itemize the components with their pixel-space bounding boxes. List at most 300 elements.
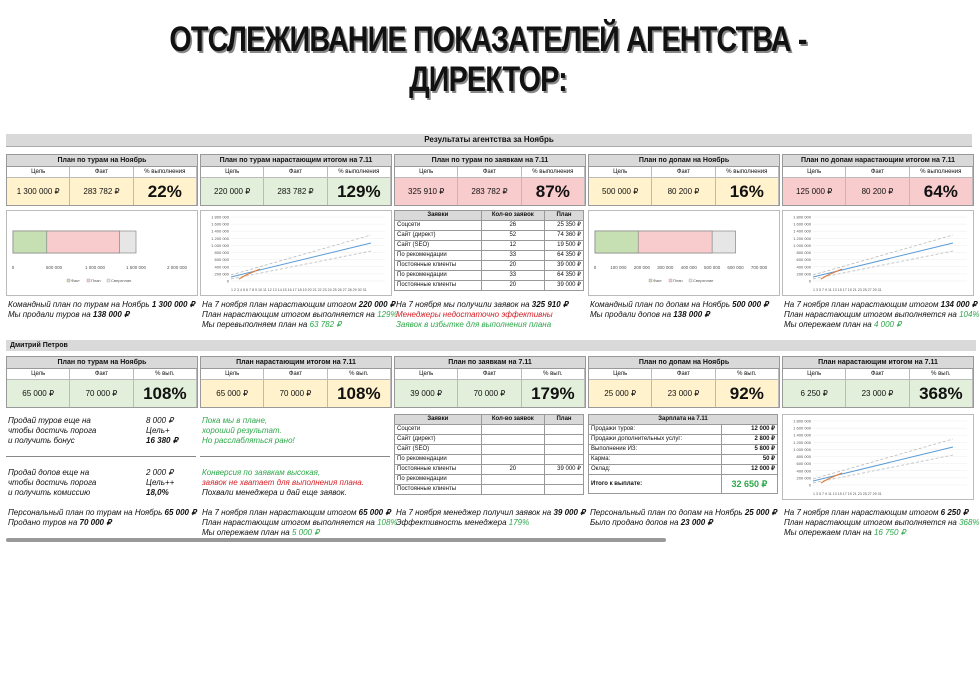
table-cell: 26	[481, 221, 544, 231]
note-fragment: 65 000 ₽	[358, 508, 391, 517]
goal-label: Цель	[589, 369, 652, 379]
kpi-percent: 108%	[134, 380, 197, 407]
kpi-percent: 179%	[522, 380, 585, 407]
note-fragment: Мы перевыполняем план на	[202, 320, 310, 329]
table-cell: 33	[481, 251, 544, 261]
tours-cumulative-chart	[200, 210, 392, 296]
note-fragment: На 7 ноября план нарастающим итогом	[784, 300, 941, 309]
goal-label: Цель	[7, 167, 70, 177]
advice-conversion	[202, 468, 364, 498]
x-tick-label: 700 000	[750, 265, 768, 270]
salary-value: 2 800 ₽	[721, 435, 777, 445]
table-cell	[545, 475, 584, 485]
note-fragment: Мы опережаем план на	[784, 320, 874, 329]
table-header-row	[395, 415, 584, 425]
y-tick-label: 1 800 000	[793, 214, 811, 220]
y-tick-label: 1 200 000	[793, 235, 811, 241]
pct-label: % выполнения	[522, 167, 585, 177]
y-tick-label: 800 000	[214, 250, 229, 256]
kpi-fact: 23 000 ₽	[846, 380, 909, 407]
table-row	[395, 241, 584, 251]
table-cell	[545, 455, 584, 465]
table-row	[395, 281, 584, 291]
salary-row	[589, 445, 778, 455]
pct-label: % выполнения	[134, 167, 197, 177]
addon-bonus-value: 2 000 ₽	[146, 468, 174, 477]
x-tick-label: 0	[593, 265, 597, 270]
advice-line: заявок не хватает для выполнения плана.	[202, 478, 364, 487]
goal-label: Цель	[201, 167, 264, 177]
y-tick-label: 0	[808, 278, 811, 284]
kpi-goal: 500 000 ₽	[589, 178, 652, 205]
dashboard-sheet	[6, 134, 980, 546]
kpi-card	[200, 356, 392, 408]
page-title: ОТСЛЕЖИВАНИЕ ПОКАЗАТЕЛЕЙ АГЕНТСТВА - ДИРЕКТОР:	[169, 20, 807, 99]
kpi-goal: 220 000 ₽	[201, 178, 264, 205]
table-cell: Сайт (директ)	[395, 231, 482, 241]
salary-table	[588, 414, 778, 494]
x-tick-label: 500 000	[45, 265, 63, 270]
column-header: План	[545, 415, 584, 425]
note-fragment: На 7 ноября менеджер получил заявок на	[396, 508, 554, 517]
addons-cumulative-chart	[782, 210, 974, 296]
column-header: Заявки	[395, 415, 482, 425]
table-cell: 33	[481, 271, 544, 281]
note-fragment: Менеджеры недостаточно эффективны	[396, 310, 553, 319]
legend-swatch	[649, 279, 652, 282]
table-row	[395, 271, 584, 281]
table-cell	[481, 485, 544, 495]
table-cell	[481, 425, 544, 435]
x-tick-label: 500 000	[704, 265, 721, 270]
note-fragment: 500 000 ₽	[732, 300, 769, 309]
fact-label: Факт	[846, 369, 909, 379]
x-axis-labels: 1 2 3 4 5 6 7 8 9 10 11 12 13 14 15 16 17 18 19 20 21 22 23 24 25 26 27 28 29 30 31	[231, 288, 367, 292]
x-axis-labels: 1 3 5 7 9 11 13 15 17 19 21 23 25 27 29 31	[813, 492, 882, 496]
kpi-values	[589, 178, 779, 205]
kpi-title: План нарастающим итогом на 7.11	[783, 357, 973, 369]
legend-label: Сверхплан	[693, 278, 714, 283]
y-tick-label: 1 200 000	[211, 235, 229, 241]
legend-swatch	[67, 279, 70, 282]
kpi-percent: 108%	[328, 380, 391, 407]
salary-value: 12 000 ₽	[721, 425, 777, 435]
summary-note	[202, 300, 398, 330]
pct-label: % вып.	[522, 369, 585, 379]
fact-label: Факт	[264, 369, 327, 379]
kpi-title: План по допам на Ноябрь	[589, 357, 779, 369]
note-fragment: Эффективность менеджера	[396, 518, 509, 527]
kpi-title: План по допам на Ноябрь	[589, 155, 779, 167]
divider	[200, 456, 390, 457]
note-fragment: Мы продали допов на	[590, 310, 674, 319]
summary-note	[202, 508, 398, 538]
goal-label: Цель	[783, 167, 846, 177]
kpi-values	[395, 178, 585, 205]
kpi-percent: 22%	[134, 178, 197, 205]
pct-label: % вып.	[716, 369, 779, 379]
salary-title: Зарплата на 7.11	[589, 415, 778, 425]
table-cell	[545, 425, 584, 435]
table-row	[395, 475, 584, 485]
y-tick-label: 800 000	[796, 454, 811, 460]
pct-label: % вып.	[134, 369, 197, 379]
x-tick-label: 2 000 000	[166, 265, 188, 270]
note-fragment: 4 000 ₽	[873, 320, 902, 329]
note-fragment: На 7 ноября мы получили заявок на	[396, 300, 532, 309]
x-tick-label: 200 000	[633, 265, 650, 270]
table-cell	[545, 435, 584, 445]
pct-label: % вып.	[910, 369, 973, 379]
kpi-goal: 65 000 ₽	[201, 380, 264, 407]
note-fragment: Заявок в избытке для выполнения плана	[396, 320, 552, 329]
addon-bonus-label: чтобы достичь порога	[8, 478, 97, 487]
kpi-fact: 70 000 ₽	[70, 380, 133, 407]
summary-note	[396, 300, 582, 330]
note-fragment: План нарастающим итогом выполняется на	[784, 310, 960, 319]
table-row	[395, 231, 584, 241]
kpi-percent: 129%	[328, 178, 391, 205]
kpi-fact: 70 000 ₽	[264, 380, 327, 407]
kpi-title: План по турам на Ноябрь	[7, 357, 197, 369]
table-cell	[481, 455, 544, 465]
table-cell	[545, 445, 584, 455]
kpi-values	[201, 178, 391, 205]
fact-label: Факт	[652, 369, 715, 379]
note-fragment: 108%	[377, 518, 398, 527]
salary-row	[589, 425, 778, 435]
kpi-subheader	[201, 369, 391, 380]
table-cell: 20	[481, 261, 544, 271]
advice-line: Конверсия по заявкам высокая,	[202, 468, 321, 477]
table-cell: 39 000 ₽	[545, 261, 584, 271]
sheet-title: Результаты агентства за Ноябрь	[6, 134, 972, 147]
addon-bonus-label: Продай допов еще на	[8, 468, 90, 477]
y-tick-label: 400 000	[796, 264, 811, 270]
kpi-card	[394, 356, 586, 408]
cumulative-line-chart	[783, 211, 973, 295]
y-tick-label: 1 600 000	[793, 425, 811, 431]
fact-bar	[595, 231, 638, 253]
kpi-subheader	[589, 369, 779, 380]
summary-note	[8, 508, 197, 528]
table-cell: По рекомендации	[395, 475, 482, 485]
table-row	[395, 425, 584, 435]
tour-bonus-value: Цель+	[146, 426, 170, 435]
table-cell: Сайт (SEO)	[395, 445, 482, 455]
table-cell: Постоянные клиенты	[395, 485, 482, 495]
kpi-values	[201, 380, 391, 407]
kpi-fact: 80 200 ₽	[846, 178, 909, 205]
kpi-percent: 368%	[910, 380, 973, 407]
fact-label: Факт	[652, 167, 715, 177]
summary-note	[8, 300, 194, 320]
kpi-values	[783, 178, 973, 205]
note-fragment: 25 000 ₽	[744, 508, 777, 517]
y-tick-label: 200 000	[796, 271, 811, 277]
x-tick-label: 400 000	[680, 265, 697, 270]
salary-value: 12 000 ₽	[721, 465, 777, 475]
goal-label: Цель	[395, 369, 458, 379]
salary-total-row	[589, 475, 778, 494]
addons-progress-chart	[588, 210, 780, 296]
table-cell: 39 000 ₽	[545, 281, 584, 291]
note-fragment: План нарастающим итогом выполняется на	[202, 518, 378, 527]
table-row	[395, 221, 584, 231]
pct-label: % вып.	[328, 369, 391, 379]
table-cell: Сайт (SEO)	[395, 241, 482, 251]
fact-label: Факт	[264, 167, 327, 177]
kpi-card	[782, 356, 974, 408]
note-fragment: План нарастающим итогом выполняется на	[202, 310, 378, 319]
advice-line: Похвали менеджера и дай еще заявок.	[202, 488, 347, 497]
note-fragment: План нарастающим итогом выполняется на	[784, 518, 960, 527]
table-cell: 20	[481, 281, 544, 291]
table-cell: 19 500 ₽	[545, 241, 584, 251]
y-tick-label: 1 000 000	[793, 242, 811, 248]
y-tick-label: 200 000	[214, 271, 229, 277]
kpi-title: План по турам на Ноябрь	[7, 155, 197, 167]
goal-label: Цель	[589, 167, 652, 177]
note-fragment: 65 000 ₽	[164, 508, 197, 517]
table-cell: 74 360 ₽	[545, 231, 584, 241]
y-tick-label: 1 400 000	[211, 228, 229, 234]
addon-bonus-label: и получить комиссию	[8, 488, 91, 497]
addon-bonus-value: Цель++	[146, 478, 175, 487]
kpi-goal: 25 000 ₽	[589, 380, 652, 407]
y-tick-label: 1 000 000	[793, 446, 811, 452]
note-fragment: Было продано допов на	[590, 518, 681, 527]
kpi-title: План по турам по заявкам на 7.11	[395, 155, 585, 167]
note-fragment: 104%	[959, 310, 980, 319]
kpi-card	[6, 154, 198, 206]
manager-name: Дмитрий Петров	[6, 340, 976, 351]
salary-total-value: 32 650 ₽	[721, 475, 777, 494]
pct-label: % выполнения	[716, 167, 779, 177]
kpi-card	[782, 154, 974, 206]
fact-label: Факт	[458, 167, 521, 177]
legend-label: Факт	[71, 278, 80, 283]
note-fragment: Продано туров на	[8, 518, 80, 527]
kpi-goal: 1 300 000 ₽	[7, 178, 70, 205]
legend-swatch	[107, 279, 110, 282]
cumulative-line-chart	[783, 415, 973, 499]
tour-bonus-label: и получить бонус	[8, 436, 75, 445]
salary-value: 5 800 ₽	[721, 445, 777, 455]
kpi-values	[589, 380, 779, 407]
y-tick-label: 600 000	[214, 257, 229, 263]
note-fragment: На 7 ноября план нарастающим итогом	[784, 508, 941, 517]
kpi-fact: 283 782 ₽	[70, 178, 133, 205]
progress-bar-chart	[7, 211, 197, 293]
kpi-percent: 64%	[910, 178, 973, 205]
note-fragment: На 7 ноября план нарастающим итогом	[202, 508, 359, 517]
fact-label: Факт	[70, 369, 133, 379]
note-fragment: 179%	[508, 518, 530, 527]
legend-label: План	[91, 278, 101, 283]
note-fragment: 16 750 ₽	[873, 528, 906, 537]
legend-swatch	[87, 279, 90, 282]
fact-label: Факт	[846, 167, 909, 177]
goal-label: Цель	[395, 167, 458, 177]
progress-bar-chart	[589, 211, 779, 293]
pct-label: % выполнения	[910, 167, 973, 177]
kpi-card	[6, 356, 198, 408]
advice-line: хороший результат.	[202, 426, 282, 435]
kpi-subheader	[395, 167, 585, 178]
y-tick-label: 0	[808, 482, 811, 488]
tour-bonus-value: 16 380 ₽	[146, 436, 178, 445]
note-fragment: 129%	[377, 310, 398, 319]
summary-note	[784, 300, 980, 330]
note-fragment: 6 250 ₽	[940, 508, 968, 517]
advice-line: Пока мы в плане,	[202, 416, 268, 425]
kpi-goal: 6 250 ₽	[783, 380, 846, 407]
x-tick-label: 1 500 000	[125, 265, 147, 270]
table-row	[395, 455, 584, 465]
note-fragment: Мы продали туров на	[8, 310, 93, 319]
table-row	[395, 261, 584, 271]
salary-value: 50 ₽	[721, 455, 777, 465]
y-tick-label: 600 000	[796, 461, 811, 467]
table-cell	[481, 475, 544, 485]
table-cell	[481, 445, 544, 455]
table-header-row	[395, 211, 584, 221]
note-fragment: 39 000 ₽	[553, 508, 586, 517]
kpi-subheader	[201, 167, 391, 178]
kpi-card	[394, 154, 586, 206]
fact-label: Факт	[458, 369, 521, 379]
y-tick-label: 1 800 000	[793, 418, 811, 424]
column-header: Заявки	[395, 211, 482, 221]
kpi-values	[395, 380, 585, 407]
kpi-goal: 39 000 ₽	[395, 380, 458, 407]
y-tick-label: 800 000	[796, 250, 811, 256]
kpi-fact: 23 000 ₽	[652, 380, 715, 407]
note-fragment: 70 000 ₽	[79, 518, 112, 527]
tour-bonus-label: Продай туров еще на	[8, 416, 91, 425]
y-tick-label: 1 000 000	[211, 242, 229, 248]
tour-bonus-value: 8 000 ₽	[146, 416, 174, 425]
table-cell: Постоянные клиенты	[395, 465, 482, 475]
table-cell: 25 350 ₽	[545, 221, 584, 231]
column-header: Кол-во заявок	[481, 415, 544, 425]
summary-note	[590, 300, 776, 320]
table-row	[395, 435, 584, 445]
advice-positive	[202, 416, 295, 446]
y-tick-label: 0	[226, 278, 229, 284]
table-cell: Постоянные клиенты	[395, 281, 482, 291]
kpi-title: План по допам нарастающим итогом на 7.11	[783, 155, 973, 167]
y-tick-label: 200 000	[796, 475, 811, 481]
table-cell: Соцсети	[395, 425, 482, 435]
note-fragment: 1 300 000 ₽	[151, 300, 195, 309]
table-row	[395, 485, 584, 495]
kpi-card	[588, 154, 780, 206]
legend-label: Факт	[653, 278, 662, 283]
y-tick-label: 1 200 000	[793, 439, 811, 445]
kpi-fact: 283 782 ₽	[458, 178, 521, 205]
salary-total-label: Итого к выплате:	[589, 475, 722, 494]
salary-label: Продажи туров:	[589, 425, 722, 435]
table-cell: 52	[481, 231, 544, 241]
kpi-goal: 65 000 ₽	[7, 380, 70, 407]
x-tick-label: 100 000	[610, 265, 627, 270]
note-fragment: Командный план по турам на Ноябрь	[8, 300, 152, 309]
note-fragment: Мы опережаем план на	[202, 528, 292, 537]
goal-label: Цель	[7, 369, 70, 379]
summary-note	[590, 508, 776, 528]
table-cell: 20	[481, 465, 544, 475]
salary-label: Карма:	[589, 455, 722, 465]
y-tick-label: 1 400 000	[793, 432, 811, 438]
table-cell: По рекомендации	[395, 271, 482, 281]
summary-note	[784, 508, 980, 538]
goal-label: Цель	[201, 369, 264, 379]
note-fragment: 138 000 ₽	[673, 310, 710, 319]
table-row	[395, 465, 584, 475]
table-cell: 64 350 ₽	[545, 271, 584, 281]
table-row	[395, 251, 584, 261]
kpi-goal: 325 910 ₽	[395, 178, 458, 205]
kpi-percent: 16%	[716, 178, 779, 205]
cumulative-line-chart	[201, 211, 391, 295]
kpi-values	[783, 380, 973, 407]
note-fragment: Мы опережаем план на	[784, 528, 874, 537]
table-cell: По рекомендации	[395, 251, 482, 261]
table-cell: 39 000 ₽	[545, 465, 584, 475]
horizontal-scrollbar[interactable]	[6, 538, 666, 542]
kpi-subheader	[7, 167, 197, 178]
manager-addons-cumulative-chart	[782, 414, 974, 500]
y-tick-label: 1 600 000	[211, 221, 229, 227]
y-tick-label: 400 000	[214, 264, 229, 270]
summary-note	[396, 508, 586, 528]
note-fragment: 63 782 ₽	[309, 320, 342, 329]
x-axis-labels: 1 3 5 7 9 11 13 15 17 19 21 23 25 27 29 31	[813, 288, 882, 292]
kpi-subheader	[783, 167, 973, 178]
kpi-title: План по заявкам на 7.11	[395, 357, 585, 369]
advice-line: Но расслабляться рано!	[202, 436, 295, 445]
kpi-fact: 283 782 ₽	[264, 178, 327, 205]
kpi-subheader	[783, 369, 973, 380]
legend-label: Сверхплан	[111, 278, 132, 283]
kpi-card	[200, 154, 392, 206]
y-tick-label: 600 000	[796, 257, 811, 263]
requests-table	[394, 210, 584, 291]
x-tick-label: 600 000	[727, 265, 744, 270]
legend-swatch	[669, 279, 672, 282]
table-cell: 64 350 ₽	[545, 251, 584, 261]
fact-bar	[13, 231, 47, 253]
x-tick-label: 300 000	[657, 265, 674, 270]
note-fragment: 23 000 ₽	[680, 518, 713, 527]
kpi-fact: 80 200 ₽	[652, 178, 715, 205]
table-cell	[545, 485, 584, 495]
y-tick-label: 400 000	[796, 468, 811, 474]
tour-bonus-label: чтобы достичь порога	[8, 426, 97, 435]
note-fragment: 138 000 ₽	[92, 310, 130, 319]
kpi-subheader	[7, 369, 197, 380]
kpi-goal: 125 000 ₽	[783, 178, 846, 205]
kpi-percent: 87%	[522, 178, 585, 205]
note-fragment: 368%	[959, 518, 980, 527]
salary-label: Продажи дополнительных услуг:	[589, 435, 722, 445]
note-fragment: Командный план по допам на Ноябрь	[590, 300, 733, 309]
salary-row	[589, 435, 778, 445]
kpi-fact: 70 000 ₽	[458, 380, 521, 407]
note-fragment: 134 000 ₽	[940, 300, 977, 309]
